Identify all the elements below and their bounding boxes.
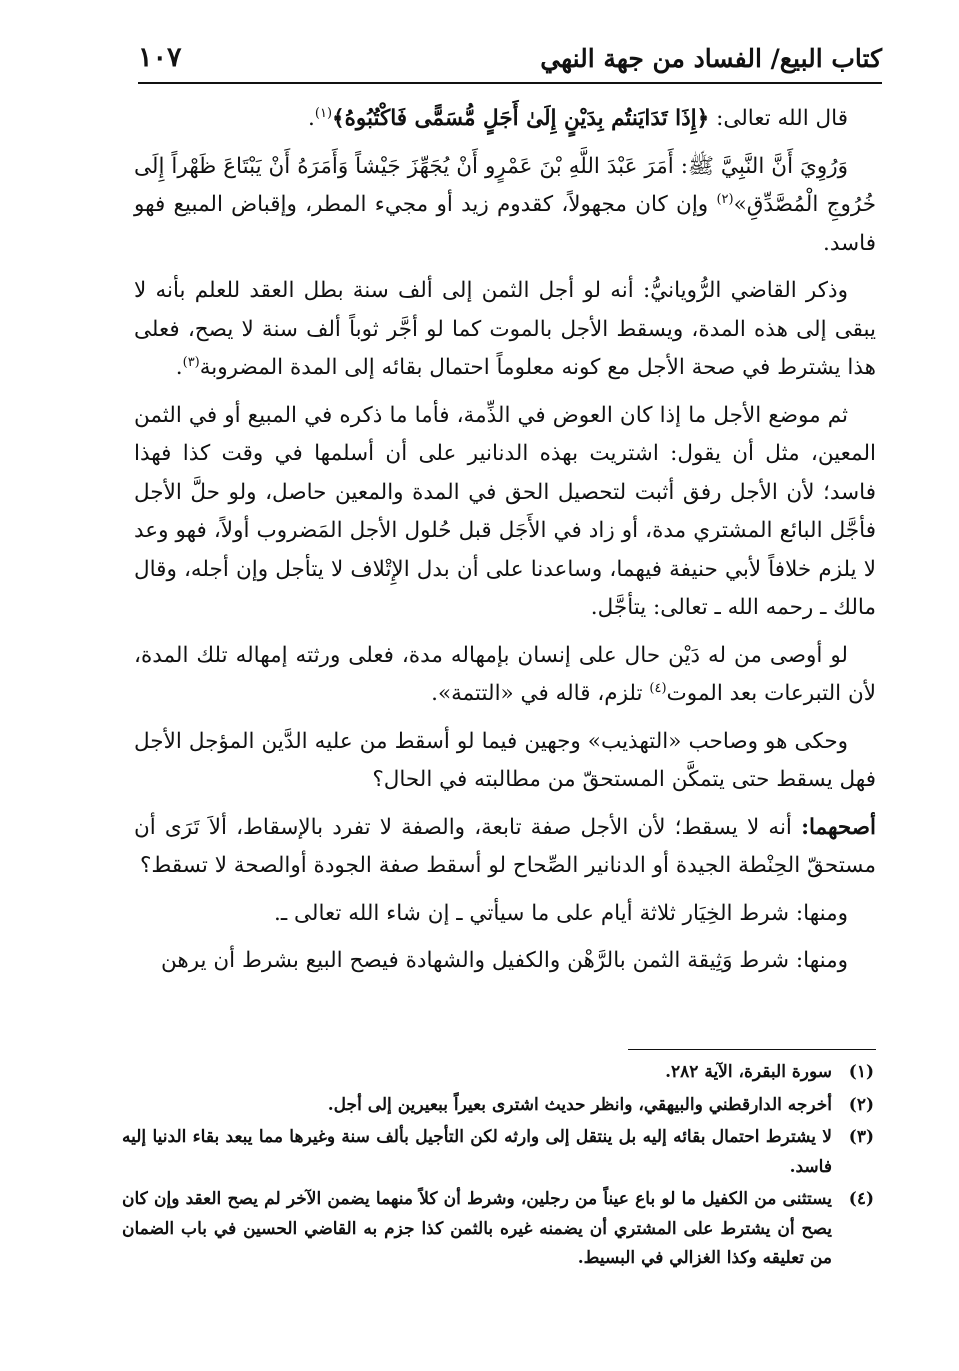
footnote-number: (٣) bbox=[848, 1127, 874, 1147]
footnote-ref-1: (١) bbox=[314, 105, 333, 121]
paragraph-most-correct bbox=[134, 809, 876, 886]
paragraph-tahdhib bbox=[134, 723, 876, 800]
footnote-number: (١) bbox=[848, 1062, 874, 1082]
security-text: ومنها: شرط وَثِيقة الثمن بالرَّهْن والكفيل والشهادة فيصح البيع بشرط أن يرهن bbox=[160, 948, 848, 973]
paragraph-security bbox=[134, 942, 876, 981]
most-correct-text: أنه لا يسقط؛ لأن الأجل صفة تابعة، والصفة لا تفرد بالإسقاط، ألاَ تَرَى أن مستحقّ الحِنْطة الجيدة أو الدنانير الصِّحاح لو أسقط صفة الجودة أوالصحة لا تسقط؟ bbox=[134, 814, 876, 878]
footnote-text: لا يشترط احتمال بقائه إليه بل ينتقل إلى وارثه لكن التأجيل بألف سنة وغيرها مما يبعد بقاء الدنيا إليه فاسد. bbox=[122, 1127, 832, 1177]
paragraph-bequest bbox=[134, 637, 876, 714]
paragraph-khiyar bbox=[134, 895, 876, 934]
footnote-number: (٤) bbox=[848, 1189, 874, 1209]
footnote-separator bbox=[628, 1049, 876, 1050]
most-correct-term: أصحهما: bbox=[801, 814, 876, 840]
main-text bbox=[134, 100, 876, 990]
paragraph-hadith bbox=[134, 148, 876, 264]
quran-quote: ﴿إِذَا تَدَايَنتُم بِدَيْنٍ إِلَىٰ أَجَلٍ مُّسَمًّى فَاكْتُبُوهُ﴾ bbox=[332, 106, 710, 131]
footnote-text: يستثنى من الكفيل ما لو باع عيناً من رجلين، وشرط أن كلاً منهما يضمن الآخر لم يصح العقد وإن كان يصح أن يشترط على المشتري أن يضمنه غيره بالثمن كذا جزم به القاضي الحسين في باب الضمان من تعليقه وكذا الغزالي في البسيط. bbox=[122, 1189, 832, 1268]
footnote-ref-3: (٣) bbox=[182, 354, 200, 370]
header-title: كتاب البيع/ الفساد من جهة النهي bbox=[540, 44, 882, 73]
running-header bbox=[138, 36, 882, 84]
ruyani-text: وذكر القاضي الرُّويانيُّ: أنه لو أجل الثمن إلى ألف سنة بطل العقد للعلم بأنه لا يبقى إلى هذه المدة، ويسقط الأجل بالموت كما لو أجَّر ثوباً ألف سنة لا يصح، فعلى هذا يشترط في صحة الأجل مع كونه معلوماً احتمال بقائه إلى المدة المضروبة bbox=[134, 278, 876, 380]
hadith-text: أَمَرَ عَبْدَ اللَّهِ بْنَ عَمْرٍو أَنْ يُجَهِّزَ جَيْشاً وَأَمَرَهُ أَنْ يَبْتَاعَ ظَهْراً إِلَى خُرُوجِ الْمُصَّدِّقِ» bbox=[134, 153, 876, 217]
footnote-ref-2: (٢) bbox=[716, 191, 734, 207]
footnote-ref-4: (٤) bbox=[649, 680, 667, 696]
ruyani-end: . bbox=[175, 355, 183, 380]
page-number: ١٠٧ bbox=[138, 42, 182, 73]
footnote-text: سورة البقرة، الآية ٢٨٢. bbox=[665, 1062, 832, 1082]
footnotes bbox=[122, 1058, 874, 1277]
bequest-text: لو أوصى من له دَيْن حال على إنسان بإمهاله مدة، فعلى ورثته إمهاله تلك المدة، لأن التبرعات بعد الموت bbox=[134, 642, 876, 706]
verse-end: . bbox=[308, 106, 315, 131]
hadith-commentary: وإن كان مجهولاً، كقدوم زيد أو مجيء المطر، وإقباض المبيع فهو فاسد. bbox=[134, 192, 876, 256]
footnote-3 bbox=[122, 1123, 874, 1182]
khiyar-text: ومنها: شرط الخِيَار ثلاثة أيام على ما سيأتي ـ إن شاء الله تعالى ـ. bbox=[274, 900, 848, 926]
footnote-number: (٢) bbox=[848, 1094, 874, 1115]
debt-placement-text: ثم موضع الأجل ما إذا كان العوض في الذِّمة، فأما ما ذكره في المبيع أو في الثمن المعين، مثل أن يقول: اشتريت بهذه الدنانير على أن أسلمها في وقت كذا فهذا فاسد؛ لأن الأجل رفق أثبت لتحصيل الحق في المدة والمعين حاصل، ولو حلَّ الأجل فأجَّل البائع المشتري مدة، أو زاد في الأَجَل قبل حُلول الأجل المَضروب أولاً، فهو وعد لا يلزم خلافاً لأبي حنيفة فيهما، وساعدنا على أن بدل الإِتْلاف لا يتأجل وإن أجله، وقال مالك ـ رحمه الله ـ تعالى: يتأجَّل. bbox=[134, 402, 876, 620]
footnote-2 bbox=[122, 1091, 874, 1121]
footnote-4 bbox=[122, 1185, 874, 1274]
hadith-intro: وَرُوِيَ أَنَّ النَّبِيَّ ﷺ: bbox=[680, 153, 848, 179]
tahdhib-text: وحكى هو وصاحب «التهذيب» وجهين فيما لو أسقط من عليه الدَّين المؤجل الأجل فهل يسقط حتى يتمكَّن المستحقّ من مطالبته في الحال؟ bbox=[134, 728, 876, 792]
bequest-end: تلزم، قاله في «التتمة». bbox=[431, 681, 643, 706]
paragraph-quran-verse bbox=[134, 100, 876, 139]
footnote-text: أخرجه الدارقطني والبيهقي، وانظر حديث اشترى بعيراً ببعيرين إلى أجل. bbox=[327, 1094, 832, 1115]
verse-intro: قال الله تعالى: bbox=[716, 106, 848, 131]
paragraph-ruyani bbox=[134, 272, 876, 388]
footnote-1 bbox=[122, 1058, 874, 1088]
paragraph-debt-placement bbox=[134, 397, 876, 628]
